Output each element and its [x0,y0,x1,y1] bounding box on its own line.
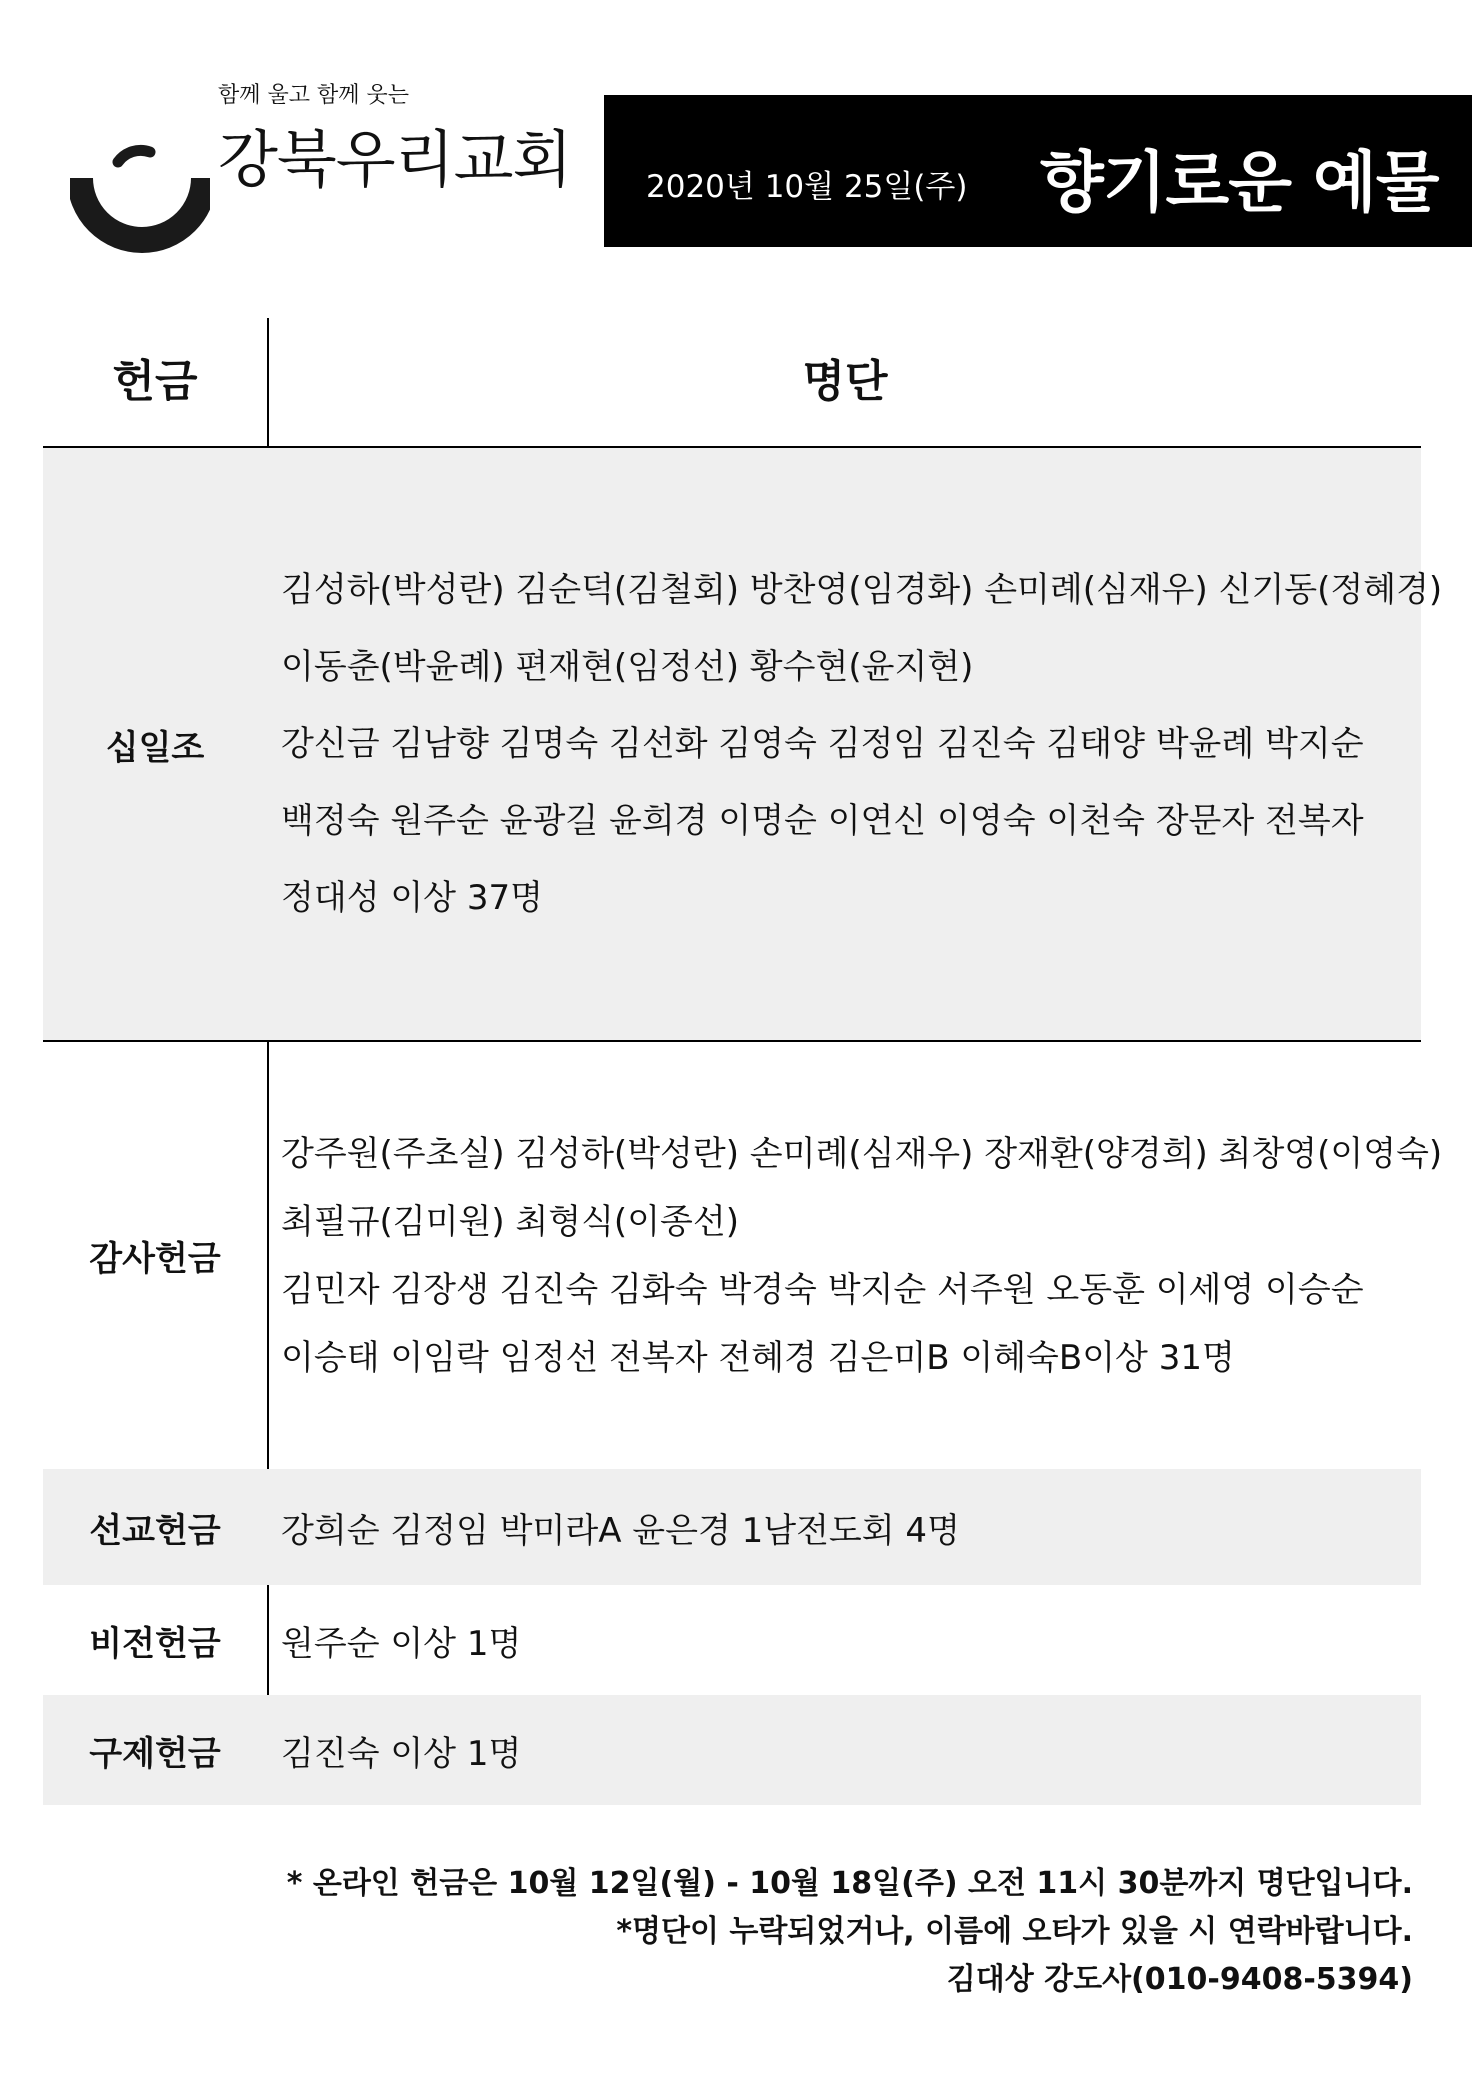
table-row-thanksgiving [43,1042,1443,1469]
name-line: 원주순 이상 1명 [281,1623,522,1664]
name-line: 김민자 김장생 김진숙 김화숙 박경숙 박지순 서주원 오동훈 이세영 이승순 [281,1269,1364,1310]
service-date: 2020년 10월 25일(주) [646,169,968,205]
footer-note-online: * 온라인 헌금은 10월 12일(월) - 10월 18일(주) 오전 11시 30분까지 명단입니다. [286,1866,1413,1901]
name-line: 최필규(김미원) 최형식(이종선) [281,1201,739,1242]
name-line: 강주원(주초실) 김성하(박성란) 손미례(심재우) 장재환(양경희) 최창영(이영숙) [281,1133,1443,1174]
row-category: 십일조 [105,727,205,768]
name-line: 강희순 김정임 박미라A 윤은경 1남전도회 4명 [281,1510,960,1551]
name-line: 김진숙 이상 1명 [281,1733,522,1774]
row-names [269,1469,960,1585]
name-line: 정대성 이상 37명 [281,877,543,918]
table-row-tithe [43,448,1443,1042]
table-header [43,318,1421,448]
row-names [269,1695,521,1805]
logo-tagline: 함께 울고 함께 웃는 [218,83,409,108]
footer-notes [287,1860,1413,2004]
footer-note-contact-request: *명단이 누락되었거나, 이름에 오타가 있을 시 연락바랍니다. [616,1914,1413,1949]
row-category: 선교헌금 [89,1510,221,1551]
row-names [269,448,1442,1040]
header-category: 헌금 [112,356,198,407]
name-line: 강신금 김남향 김명숙 김선화 김영숙 김정임 김진숙 김태양 박윤례 박지순 [281,723,1364,764]
row-category: 비전헌금 [89,1623,221,1664]
church-name: 강북우리교회 [218,123,572,196]
table-row-mission [43,1469,1421,1585]
row-names [269,1042,1442,1469]
row-category: 감사헌금 [89,1239,221,1279]
header-names: 명단 [802,356,888,407]
title-banner [604,95,1472,247]
church-logo [70,78,590,288]
offering-table [43,318,1443,1805]
footer-contact: 김대상 강도사(010-9408-5394) [946,1962,1413,1997]
name-line: 이동춘(박윤례) 편재현(임정선) 황수현(윤지현) [281,646,974,687]
table-row-vision [43,1585,1421,1695]
name-line: 김성하(박성란) 김순덕(김철회) 방찬영(임경화) 손미례(심재우) 신기동(정혜경) [281,569,1443,610]
table-row-relief [43,1695,1421,1805]
name-line: 백정숙 원주순 윤광길 윤희경 이명순 이연신 이영숙 이천숙 장문자 전복자 [281,800,1364,841]
name-line: 이승태 이임락 임정선 전복자 전혜경 김은미B 이혜숙B이상 31명 [281,1337,1235,1378]
row-category: 구제헌금 [89,1733,221,1774]
row-names [269,1585,521,1695]
church-logo-arc-icon [70,118,210,268]
page-title: 향기로운 예물 [1040,144,1439,221]
